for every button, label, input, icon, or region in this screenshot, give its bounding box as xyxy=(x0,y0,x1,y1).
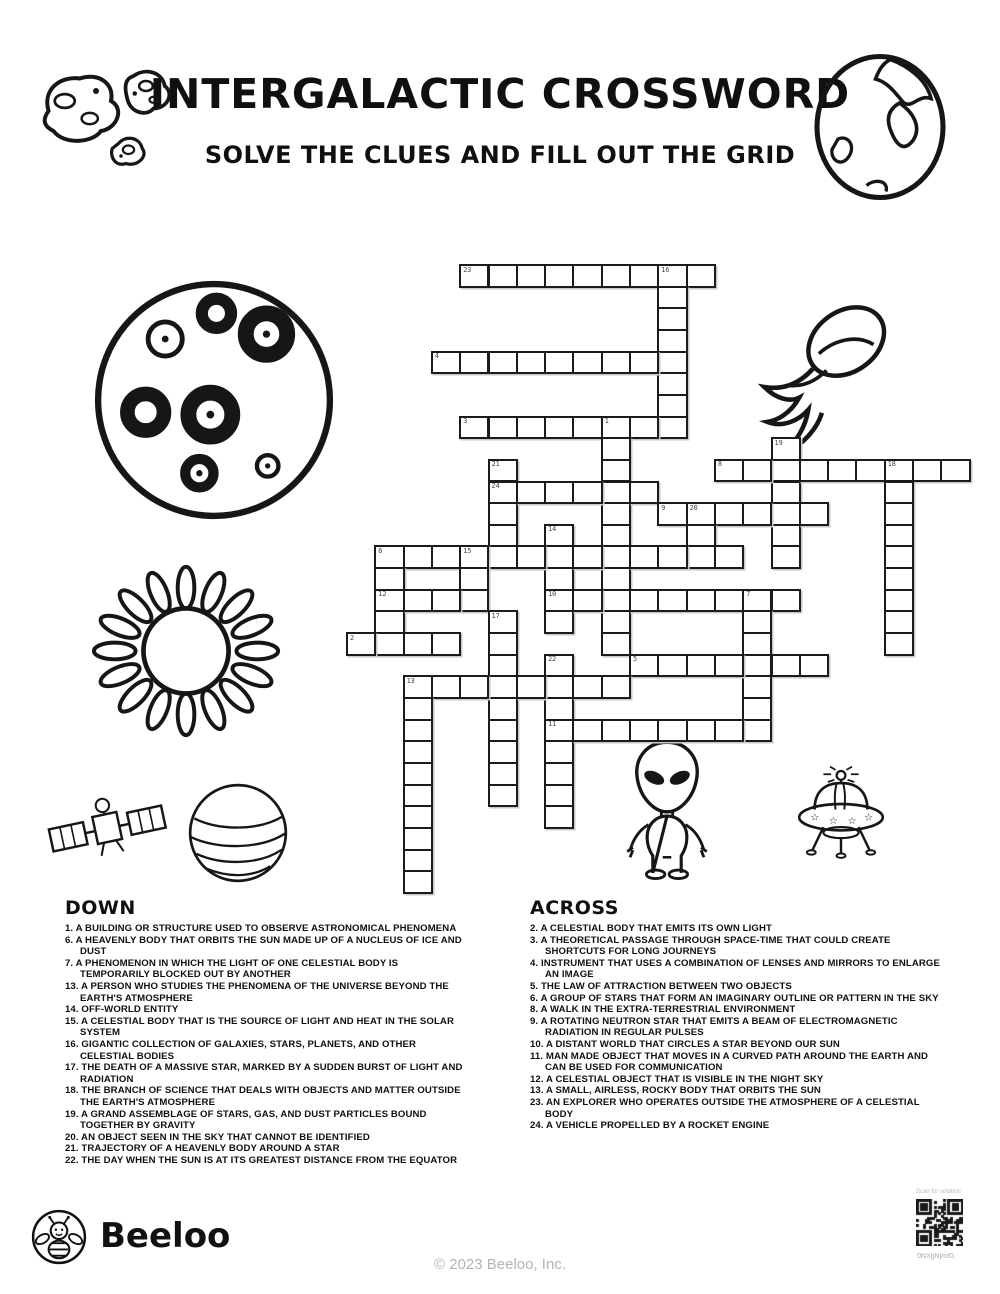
grid-cell[interactable] xyxy=(601,437,631,461)
clue-number-label: 3 xyxy=(463,417,468,426)
qr-code xyxy=(916,1199,963,1246)
clue-item: 3. A THEORETICAL PASSAGE THROUGH SPACE-TIME THAT COULD CREATE SHORTCUTS FOR LONG JOURNEYS xyxy=(530,934,891,958)
grid-cell[interactable] xyxy=(601,481,631,505)
grid-cell[interactable] xyxy=(572,589,602,613)
clue-item: 23. AN EXPLORER WHO OPERATES OUTSIDE THE ATMOSPHERE OF A CELESTIAL BODY xyxy=(530,1096,920,1120)
clue-item: 12. A CELESTIAL OBJECT THAT IS VISIBLE IN THE NIGHT SKY xyxy=(530,1073,824,1085)
grid-cell[interactable] xyxy=(544,567,574,591)
grid-cell[interactable] xyxy=(714,459,744,483)
grid-cell[interactable] xyxy=(884,610,914,634)
down-clues-section xyxy=(65,897,465,1166)
grid-cell[interactable] xyxy=(544,481,574,505)
earth-icon xyxy=(812,52,948,202)
grid-cell[interactable] xyxy=(884,502,914,526)
grid-cell[interactable] xyxy=(403,762,433,786)
grid-cell[interactable] xyxy=(657,502,687,526)
copyright-text: © 2023 Beeloo, Inc. xyxy=(434,1256,566,1273)
grid-cell[interactable] xyxy=(629,481,659,505)
grid-cell[interactable] xyxy=(572,545,602,569)
grid-cell[interactable] xyxy=(657,286,687,310)
grid-cell[interactable] xyxy=(488,264,518,288)
clue-item: 6. A GROUP OF STARS THAT FORM AN IMAGINARY OUTLINE OR PATTERN IN THE SKY xyxy=(530,992,939,1004)
grid-cell[interactable] xyxy=(686,545,716,569)
clue-item: 24. A VEHICLE PROPELLED BY A ROCKET ENGINE xyxy=(530,1120,770,1132)
grid-cell[interactable] xyxy=(629,545,659,569)
grid-cell[interactable] xyxy=(516,416,546,440)
grid-cell[interactable] xyxy=(657,307,687,331)
grid-cell[interactable] xyxy=(516,264,546,288)
grid-cell[interactable] xyxy=(657,351,687,375)
grid-cell[interactable] xyxy=(657,329,687,353)
page-title: INTERGALACTIC CROSSWORD xyxy=(149,70,851,118)
satellite-icon xyxy=(44,786,172,874)
grid-cell[interactable] xyxy=(544,805,574,829)
grid-cell[interactable] xyxy=(686,654,716,678)
grid-cell[interactable] xyxy=(657,394,687,418)
grid-cell[interactable] xyxy=(374,567,404,591)
grid-cell[interactable] xyxy=(572,675,602,699)
grid-cell[interactable] xyxy=(657,264,687,288)
grid-cell[interactable] xyxy=(601,589,631,613)
grid-cell[interactable] xyxy=(601,610,631,634)
grid-cell[interactable] xyxy=(742,589,772,613)
svg-text:☆: ☆ xyxy=(864,812,873,824)
clue-number-label: 22 xyxy=(548,655,557,664)
grid-cell[interactable] xyxy=(686,264,716,288)
clue-number-label: 23 xyxy=(463,265,472,274)
grid-cell[interactable] xyxy=(884,524,914,548)
grid-cell[interactable] xyxy=(544,719,574,743)
grid-cell[interactable] xyxy=(686,502,716,526)
scan-for-solution-label: Scan for solution xyxy=(916,1189,961,1195)
svg-text:☆: ☆ xyxy=(847,815,857,827)
grid-cell[interactable] xyxy=(544,654,574,678)
grid-cell[interactable] xyxy=(403,827,433,851)
grid-cell[interactable] xyxy=(629,654,659,678)
clue-number-label: 9 xyxy=(661,503,666,512)
clue-item: 1. A BUILDING OR STRUCTURE USED TO OBSERVE ASTRONOMICAL PHENOMENA xyxy=(65,923,457,934)
grid-cell[interactable] xyxy=(488,632,518,656)
clue-number-label: 18 xyxy=(887,460,896,469)
across-clue-list xyxy=(530,923,950,1132)
grid-cell[interactable] xyxy=(544,784,574,808)
grid-cell[interactable] xyxy=(771,481,801,505)
grid-cell[interactable] xyxy=(629,264,659,288)
grid-cell[interactable] xyxy=(771,502,801,526)
grid-cell[interactable] xyxy=(544,610,574,634)
grid-cell[interactable] xyxy=(799,502,829,526)
grid-cell[interactable] xyxy=(601,632,631,656)
grid-cell[interactable] xyxy=(403,632,433,656)
grid-cell[interactable] xyxy=(742,697,772,721)
grid-cell[interactable] xyxy=(714,502,744,526)
grid-cell[interactable] xyxy=(544,697,574,721)
grid-cell[interactable] xyxy=(601,719,631,743)
grid-cell[interactable] xyxy=(488,762,518,786)
grid-cell[interactable] xyxy=(912,459,942,483)
across-clues-section xyxy=(530,897,950,1132)
grid-cell[interactable] xyxy=(601,351,631,375)
clue-item: 6. A HEAVENLY BODY THAT ORBITS THE SUN MADE UP OF A NUCLEUS OF ICE AND DUST xyxy=(65,934,462,958)
clue-item: 20. AN OBJECT SEEN IN THE SKY THAT CANNOT BE IDENTIFIED xyxy=(65,1131,370,1143)
grid-cell[interactable] xyxy=(403,545,433,569)
grid-cell[interactable] xyxy=(572,416,602,440)
grid-cell[interactable] xyxy=(459,264,489,288)
grid-cell[interactable] xyxy=(601,545,631,569)
down-clue-list xyxy=(65,923,465,1166)
grid-cell[interactable] xyxy=(572,481,602,505)
grid-cell[interactable] xyxy=(629,719,659,743)
grid-cell[interactable] xyxy=(771,589,801,613)
svg-text:☆: ☆ xyxy=(810,812,820,824)
grid-cell[interactable] xyxy=(516,351,546,375)
grid-cell[interactable] xyxy=(488,675,518,699)
clue-item: 2. A CELESTIAL BODY THAT EMITS ITS OWN LIGHT xyxy=(530,923,772,934)
svg-text:☆: ☆ xyxy=(828,815,838,827)
clue-number-label: 21 xyxy=(491,460,500,469)
grid-cell[interactable] xyxy=(374,610,404,634)
clue-number-label: 14 xyxy=(548,525,557,534)
grid-cell[interactable] xyxy=(459,589,489,613)
grid-cell[interactable] xyxy=(629,416,659,440)
grid-cell[interactable] xyxy=(488,351,518,375)
across-heading: ACROSS xyxy=(530,897,619,919)
grid-cell[interactable] xyxy=(488,416,518,440)
grid-cell[interactable] xyxy=(771,654,801,678)
clue-number-label: 2 xyxy=(350,633,355,642)
grid-cell[interactable] xyxy=(544,264,574,288)
grid-cell[interactable] xyxy=(884,459,914,483)
grid-cell[interactable] xyxy=(488,654,518,678)
clue-item: 22. THE DAY WHEN THE SUN IS AT ITS GREATEST DISTANCE FROM THE EQUATOR xyxy=(65,1154,458,1166)
clue-number-label: 16 xyxy=(661,265,670,274)
grid-cell[interactable] xyxy=(884,481,914,505)
grid-cell[interactable] xyxy=(742,675,772,699)
clue-number-label: 12 xyxy=(378,590,387,599)
grid-cell[interactable] xyxy=(657,589,687,613)
page-subtitle: SOLVE THE CLUES AND FILL OUT THE GRID xyxy=(204,141,796,169)
grid-cell[interactable] xyxy=(544,740,574,764)
grid-cell[interactable] xyxy=(601,502,631,526)
grid-cell[interactable] xyxy=(488,697,518,721)
grid-cell[interactable] xyxy=(488,459,518,483)
grid-cell[interactable] xyxy=(431,632,461,656)
clue-item: 10. A DISTANT WORLD THAT CIRCLES A STAR BEYOND OUR SUN xyxy=(530,1038,840,1050)
grid-cell[interactable] xyxy=(488,610,518,634)
ringed-planet-icon xyxy=(186,780,290,886)
grid-cell[interactable] xyxy=(488,524,518,548)
grid-cell[interactable] xyxy=(544,524,574,548)
grid-cell[interactable] xyxy=(459,567,489,591)
brand-name: Beeloo xyxy=(100,1216,231,1256)
grid-cell[interactable] xyxy=(686,524,716,548)
grid-cell[interactable] xyxy=(771,459,801,483)
grid-cell[interactable] xyxy=(516,481,546,505)
grid-cell[interactable] xyxy=(657,654,687,678)
grid-cell[interactable] xyxy=(601,459,631,483)
grid-cell[interactable] xyxy=(403,675,433,699)
grid-cell[interactable] xyxy=(544,589,574,613)
grid-cell[interactable] xyxy=(403,870,433,894)
clue-item: 11. MAN MADE OBJECT THAT MOVES IN A CURVED PATH AROUND THE EARTH AND CAN BE USED FOR COMMUNICATION xyxy=(530,1050,929,1074)
grid-cell[interactable] xyxy=(714,654,744,678)
clue-item: 15. A CELESTIAL BODY THAT IS THE SOURCE OF LIGHT AND HEAT IN THE SOLAR SYSTEM xyxy=(65,1015,454,1039)
grid-cell[interactable] xyxy=(544,416,574,440)
grid-cell[interactable] xyxy=(714,545,744,569)
clue-number-label: 4 xyxy=(434,352,439,361)
clue-item: 8. A WALK IN THE EXTRA-TERRESTRIAL ENVIRONMENT xyxy=(530,1004,796,1016)
grid-cell[interactable] xyxy=(601,675,631,699)
grid-cell[interactable] xyxy=(771,524,801,548)
grid-cell[interactable] xyxy=(374,589,404,613)
grid-cell[interactable] xyxy=(516,675,546,699)
grid-cell[interactable] xyxy=(488,545,518,569)
grid-cell[interactable] xyxy=(601,416,631,440)
clue-number-label: 24 xyxy=(491,482,500,490)
grid-cell[interactable] xyxy=(742,459,772,483)
grid-cell[interactable] xyxy=(403,719,433,743)
sun-icon xyxy=(78,550,298,748)
grid-cell[interactable] xyxy=(742,632,772,656)
grid-cell[interactable] xyxy=(742,719,772,743)
grid-cell[interactable] xyxy=(799,654,829,678)
grid-cell[interactable] xyxy=(544,762,574,786)
clue-number-label: 20 xyxy=(689,503,698,512)
clue-item: 16. GIGANTIC COLLECTION OF GALAXIES, STARS, PLANETS, AND OTHER CELESTIAL BODIES xyxy=(65,1038,417,1062)
clue-number-label: 1 xyxy=(604,417,609,426)
grid-cell[interactable] xyxy=(827,459,857,483)
grid-cell[interactable] xyxy=(742,502,772,526)
grid-cell[interactable] xyxy=(884,567,914,591)
grid-cell[interactable] xyxy=(488,719,518,743)
grid-cell[interactable] xyxy=(686,589,716,613)
grid-cell[interactable] xyxy=(544,545,574,569)
grid-cell[interactable] xyxy=(572,351,602,375)
clue-number-label: 8 xyxy=(717,460,722,469)
grid-cell[interactable] xyxy=(544,675,574,699)
grid-cell[interactable] xyxy=(629,589,659,613)
grid-cell[interactable] xyxy=(572,719,602,743)
grid-cell[interactable] xyxy=(601,567,631,591)
clue-item: 7. A PHENOMENON IN WHICH THE LIGHT OF ONE CELESTIAL BODY IS TEMPORARILY BLOCKED OUT BY ANOTHER xyxy=(65,957,399,981)
grid-cell[interactable] xyxy=(601,524,631,548)
clue-number-label: 7 xyxy=(746,590,751,599)
grid-cell[interactable] xyxy=(488,502,518,526)
clue-number-label: 19 xyxy=(774,438,783,447)
grid-cell[interactable] xyxy=(884,589,914,613)
alien-icon xyxy=(620,738,714,880)
grid-cell[interactable] xyxy=(516,545,546,569)
grid-cell[interactable] xyxy=(544,351,574,375)
grid-cell[interactable] xyxy=(601,264,631,288)
clue-item: 13. A PERSON WHO STUDIES THE PHENOMENA OF THE UNIVERSE BEYOND THE EARTH'S ATMOSPHERE xyxy=(65,980,449,1004)
clue-item: 19. A GRAND ASSEMBLAGE OF STARS, GAS, AND DUST PARTICLES BOUND TOGETHER BY GRAVITY xyxy=(65,1108,427,1132)
grid-cell[interactable] xyxy=(459,545,489,569)
ufo-icon xyxy=(784,760,898,870)
grid-cell[interactable] xyxy=(572,264,602,288)
clue-number-label: 5 xyxy=(633,655,638,664)
grid-cell[interactable] xyxy=(374,632,404,656)
grid-cell[interactable] xyxy=(403,849,433,873)
grid-cell[interactable] xyxy=(884,545,914,569)
grid-cell[interactable] xyxy=(657,372,687,396)
grid-cell[interactable] xyxy=(403,697,433,721)
clue-item: 17. THE DEATH OF A MASSIVE STAR, MARKED BY A SUDDEN BURST OF LIGHT AND RADIATION xyxy=(65,1062,463,1085)
asteroids-icon xyxy=(36,66,186,191)
grid-cell[interactable] xyxy=(940,459,970,483)
grid-cell[interactable] xyxy=(742,610,772,634)
grid-cell[interactable] xyxy=(488,740,518,764)
grid-cell[interactable] xyxy=(431,589,461,613)
grid-cell[interactable] xyxy=(686,719,716,743)
puzzle-code: 0NXgNjmIG xyxy=(917,1253,955,1260)
clue-item: 4. INSTRUMENT THAT USES A COMBINATION OF LENSES AND MIRRORS TO ENLARGE AN IMAGE xyxy=(530,957,940,981)
grid-cell[interactable] xyxy=(771,545,801,569)
clue-item: 5. THE LAW OF ATTRACTION BETWEEN TWO OBJECTS xyxy=(530,980,792,992)
grid-cell[interactable] xyxy=(799,459,829,483)
clue-item: 21. TRAJECTORY OF A HEAVENLY BODY AROUND A STAR xyxy=(65,1143,340,1155)
grid-cell[interactable] xyxy=(403,740,433,764)
clue-number-label: 15 xyxy=(463,546,472,555)
grid-cell[interactable] xyxy=(657,719,687,743)
grid-cell[interactable] xyxy=(403,805,433,829)
grid-cell[interactable] xyxy=(657,545,687,569)
grid-cell[interactable] xyxy=(884,632,914,656)
clue-number-label: 17 xyxy=(491,611,500,620)
clue-number-label: 10 xyxy=(548,590,557,599)
grid-cell[interactable] xyxy=(657,416,687,440)
grid-cell[interactable] xyxy=(374,545,404,569)
grid-cell[interactable] xyxy=(431,545,461,569)
grid-cell[interactable] xyxy=(714,719,744,743)
clue-item: 14. OFF-WORLD ENTITY xyxy=(65,1004,179,1016)
clue-item: 18. THE BRANCH OF SCIENCE THAT DEALS WITH OBJECTS AND MATTER OUTSIDE THE EARTH'S ATMOSPHERE xyxy=(65,1085,461,1108)
grid-cell[interactable] xyxy=(742,654,772,678)
grid-cell[interactable] xyxy=(431,351,461,375)
moon-icon xyxy=(92,278,336,522)
grid-cell[interactable] xyxy=(459,416,489,440)
grid-cell[interactable] xyxy=(459,351,489,375)
grid-cell[interactable] xyxy=(431,675,461,699)
grid-cell[interactable] xyxy=(403,589,433,613)
grid-cell[interactable] xyxy=(714,589,744,613)
grid-cell[interactable] xyxy=(771,437,801,461)
grid-cell[interactable] xyxy=(346,632,376,656)
grid-cell[interactable] xyxy=(403,784,433,808)
clue-number-label: 6 xyxy=(378,546,383,555)
clue-item: 9. A ROTATING NEUTRON STAR THAT EMITS A BEAM OF ELECTROMAGNETIC RADIATION IN REGULAR PULSES xyxy=(530,1015,898,1039)
grid-cell[interactable] xyxy=(488,784,518,808)
clue-number-label: 11 xyxy=(548,720,557,729)
clue-item: 13. A SMALL, AIRLESS, ROCKY BODY THAT ORBITS THE SUN xyxy=(530,1085,821,1097)
grid-cell[interactable] xyxy=(629,351,659,375)
grid-cell[interactable] xyxy=(488,481,518,505)
grid-cell[interactable] xyxy=(855,459,885,483)
clue-number-label: 13 xyxy=(406,676,415,685)
grid-cell[interactable] xyxy=(459,675,489,699)
down-heading: DOWN xyxy=(65,897,136,919)
